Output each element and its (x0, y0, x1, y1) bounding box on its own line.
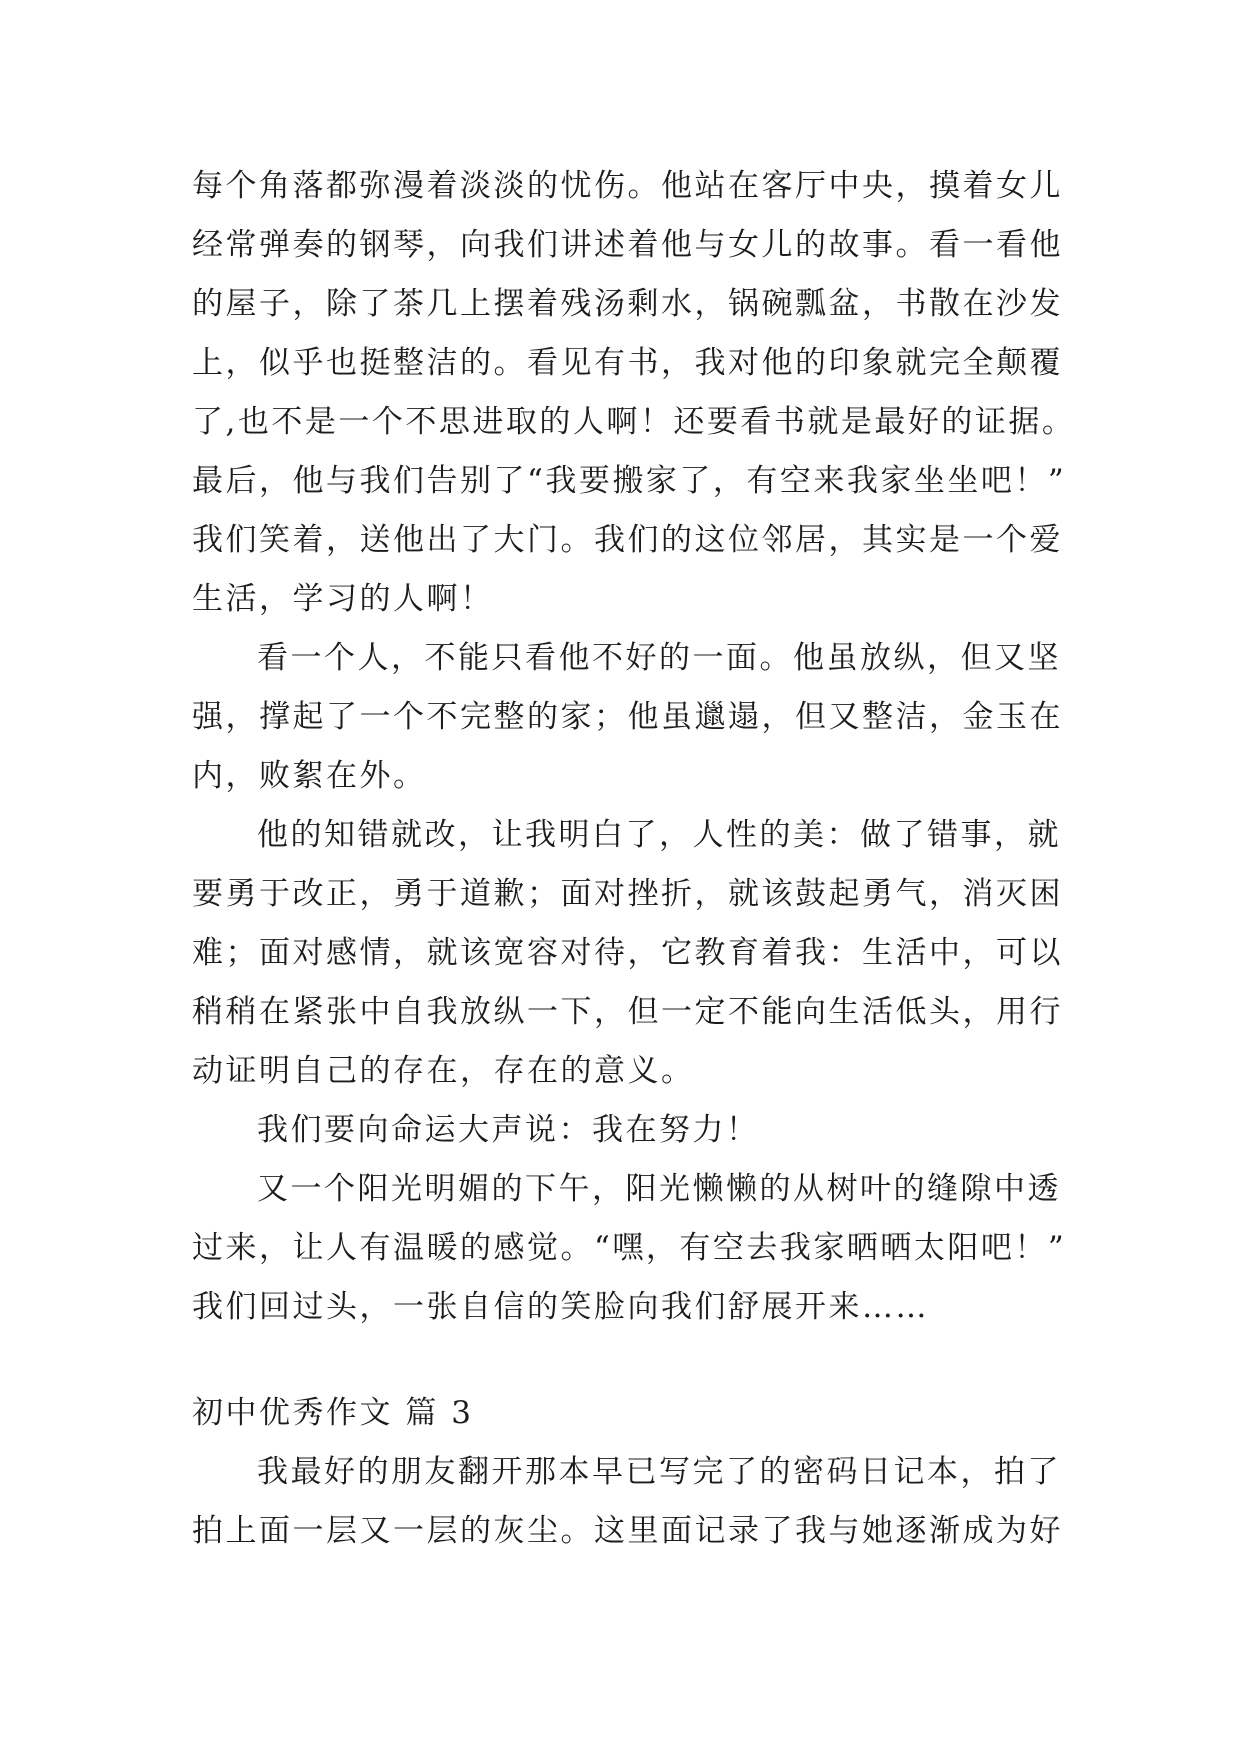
text-line: 每个角落都弥漫着淡淡的忧伤。他站在客厅中央，摸着女儿 (192, 168, 1063, 204)
text-line: 过来，让人有温暖的感觉。“嘿，有空去我家晒晒太阳吧！” (192, 1230, 1067, 1266)
text-line: 上，似乎也挺整洁的。看见有书，我对他的印象就完全颠覆 (192, 345, 1063, 381)
text-line: 拍上面一层又一层的灰尘。这里面记录了我与她逐渐成为好 (192, 1513, 1063, 1549)
section-heading: 初中优秀作文 篇 3 (192, 1395, 474, 1431)
paragraph-start-line: 我最好的朋友翻开那本早已写完了的密码日记本，拍了 (257, 1454, 1061, 1490)
text-line: 经常弹奏的钢琴，向我们讲述着他与女儿的故事。看一看他 (192, 227, 1063, 263)
paragraph-start-line: 又一个阳光明媚的下午，阳光懒懒的从树叶的缝隙中透 (257, 1171, 1061, 1207)
text-line: 稍稍在紧张中自我放纵一下，但一定不能向生活低头，用行 (192, 994, 1063, 1030)
text-line: 强，撑起了一个不完整的家；他虽邋遢，但又整洁，金玉在 (192, 699, 1063, 735)
text-line: 内，败絮在外。 (192, 758, 427, 794)
paragraph-start-line: 我们要向命运大声说：我在努力！ (257, 1112, 760, 1148)
paragraph-start-line: 看一个人，不能只看他不好的一面。他虽放纵，但又坚 (257, 640, 1061, 676)
text-line: 最后，他与我们告别了“我要搬家了，有空来我家坐坐吧！” (192, 463, 1067, 499)
text-line: 了,也不是一个不思进取的人啊！还要看书就是最好的证据。 (192, 404, 1076, 440)
text-line: 难；面对感情，就该宽容对待，它教育着我：生活中，可以 (192, 935, 1063, 971)
text-line: 我们笑着，送他出了大门。我们的这位邻居，其实是一个爱 (192, 522, 1063, 558)
text-line: 生活，学习的人啊！ (192, 581, 494, 617)
paragraph-start-line: 他的知错就改，让我明白了，人性的美：做了错事，就 (257, 817, 1061, 853)
text-line: 动证明自己的存在，存在的意义。 (192, 1053, 695, 1089)
text-line: 我们回过头，一张自信的笑脸向我们舒展开来…… (192, 1289, 929, 1325)
text-line: 要勇于改正，勇于道歉；面对挫折，就该鼓起勇气，消灭困 (192, 876, 1063, 912)
text-line: 的屋子，除了茶几上摆着残汤剩水，锅碗瓢盆，书散在沙发 (192, 286, 1063, 322)
